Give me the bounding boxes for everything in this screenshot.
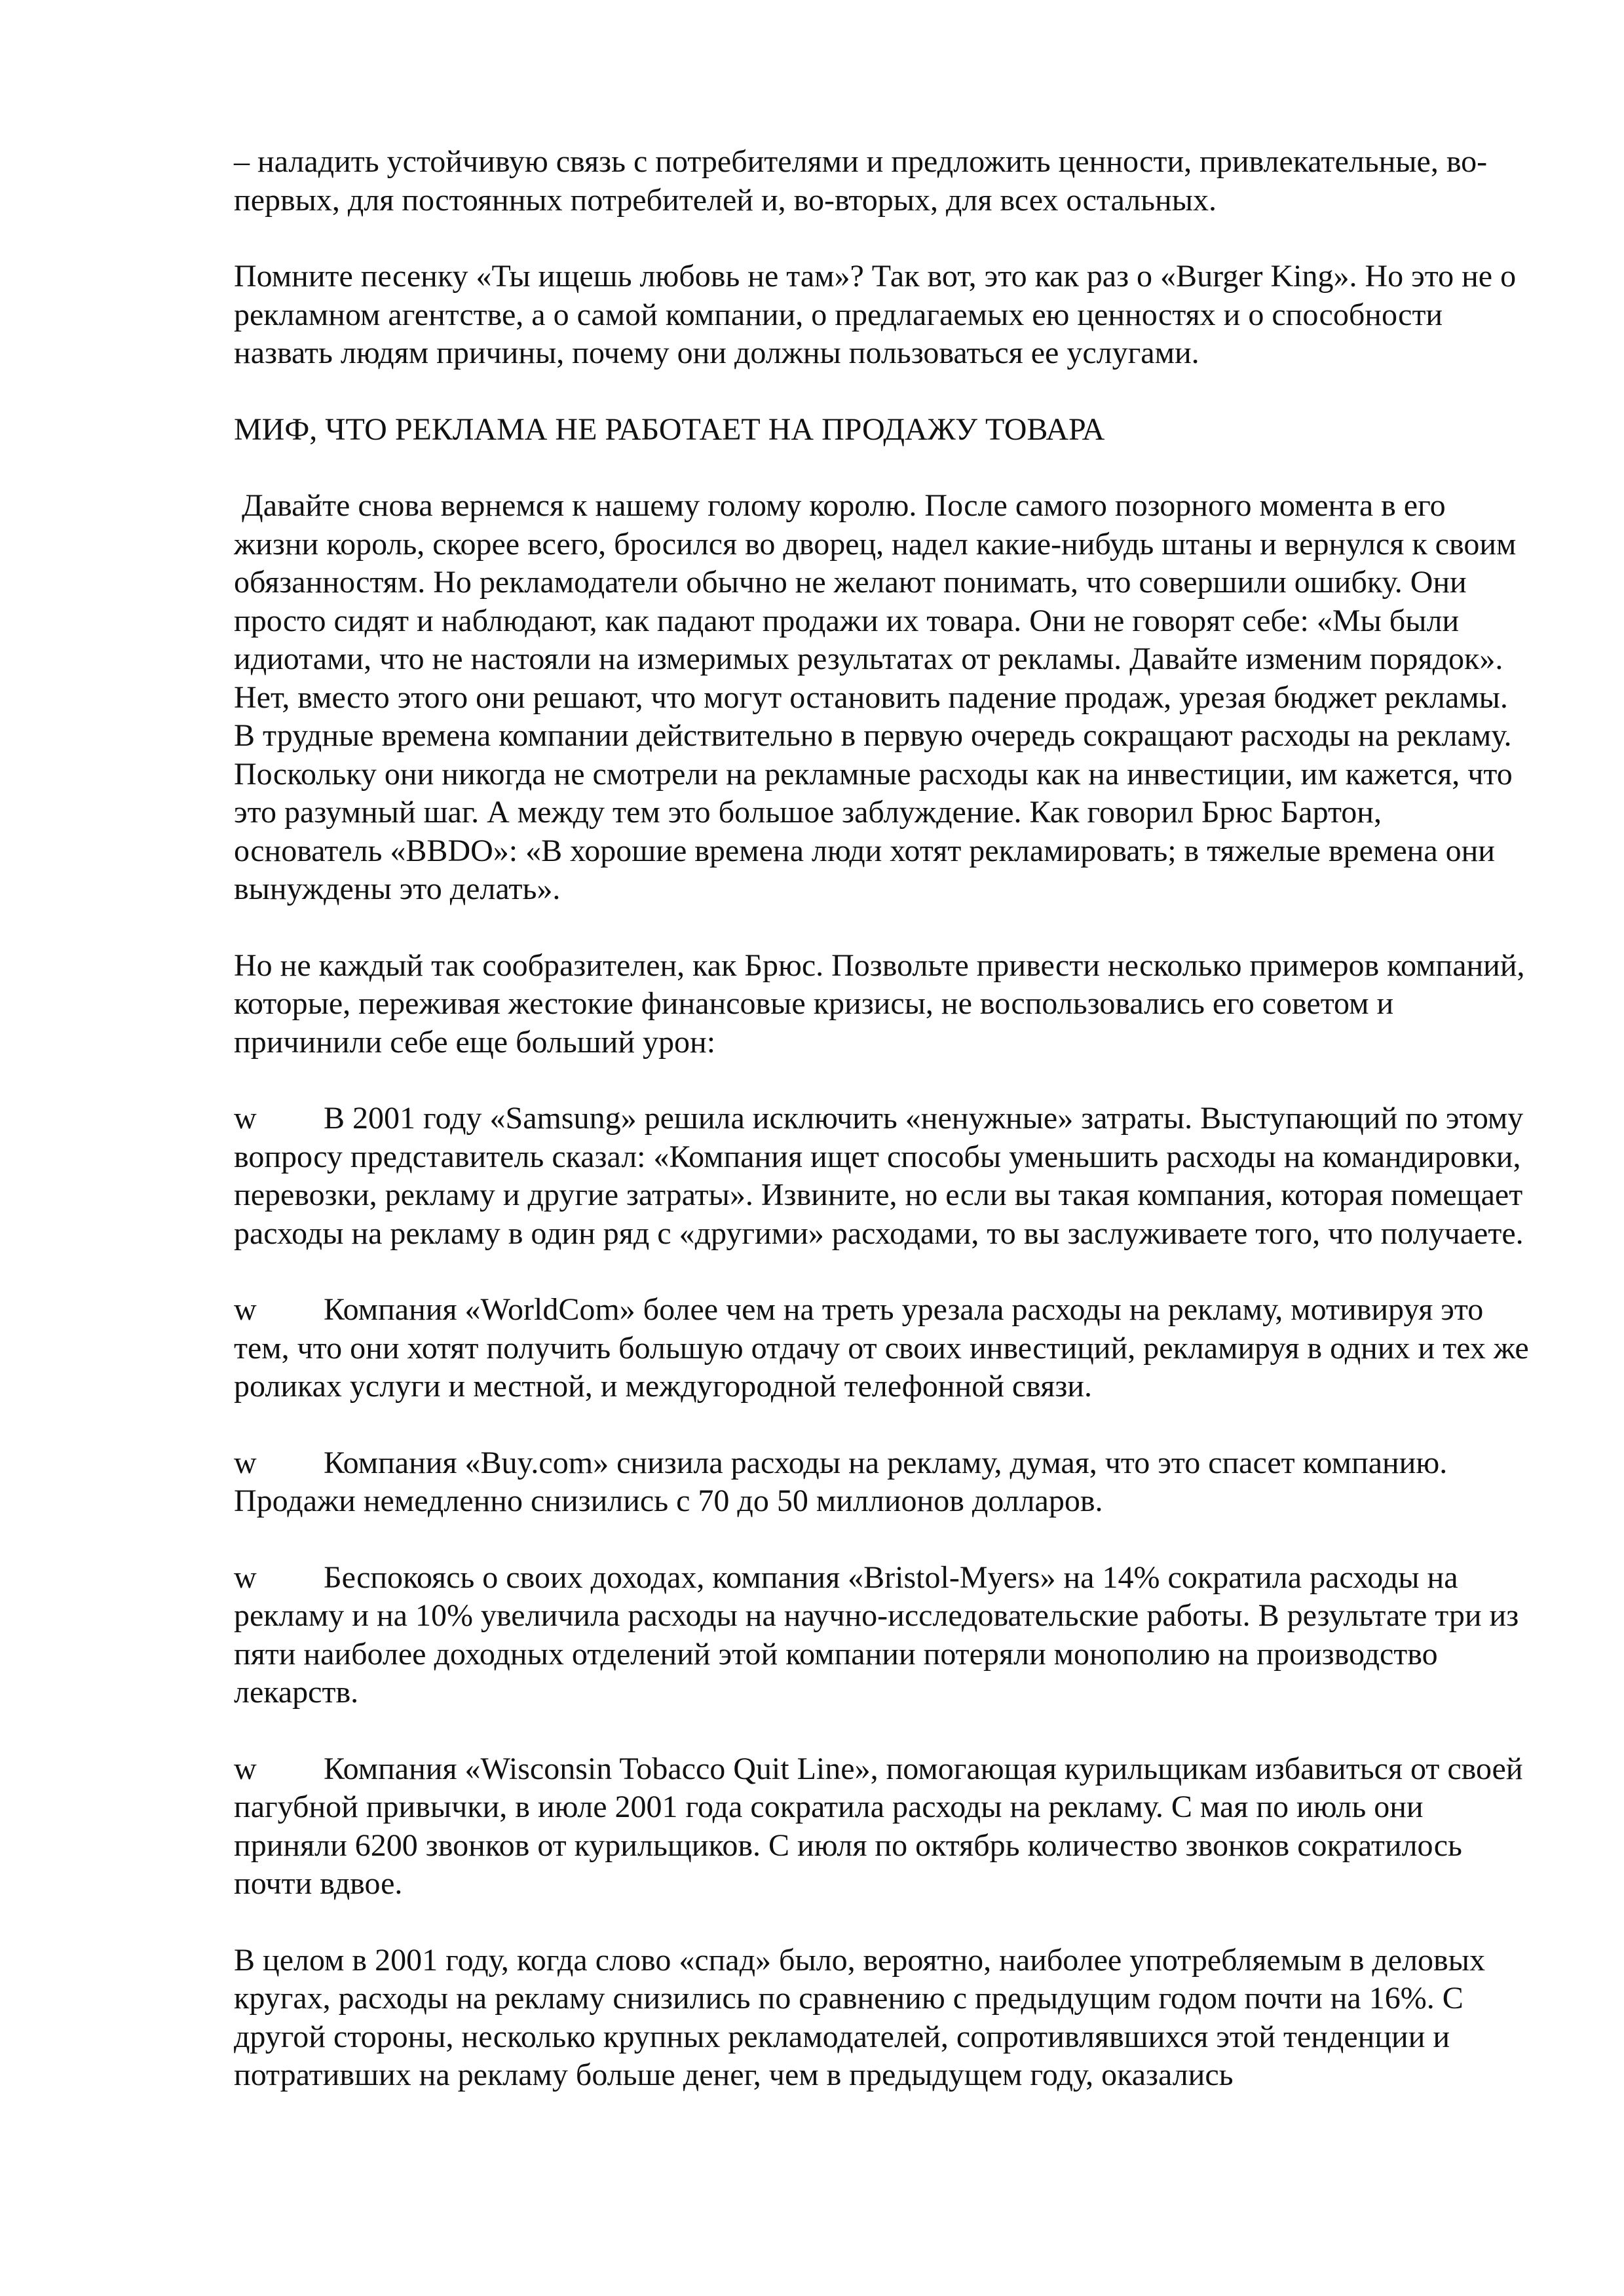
paragraph-bruce: Но не каждый так сообразителен, как Брюс. Позвольте привести несколько примеров компаний, которые, переживая жестокие финансовые кризисы, не воспользовались его советом и причинили себе еще больший урон:	[234, 947, 1525, 1060]
paragraph-final: В целом в 2001 году, когда слово «спад» было, вероятно, наиболее употребляемым в деловых кругах, расходы на рекламу снизились по сравнению с предыдущим годом почти на 16%. С другой стороны, несколько крупных рекламодателей, сопротивлявшихся этой тенденции и потративших на рекламу больше денег, чем в предыдущем году, оказались	[234, 1942, 1485, 2092]
document-body	[234, 143, 1531, 2133]
bullet-item-worldcom	[234, 1291, 1531, 1406]
bullet-text: Компания «Wisconsin Tobacco Quit Line», помогающая курильщикам избавиться от своей пагубной привычки, в июле 2001 года сократила расходы на рекламу. С мая по июль они приняли 6200 звонков от курильщиков. С июля по октябрь количество звонков сократилось почти вдвое.	[234, 1751, 1523, 1901]
bullet-text: Компания «WorldCom» более чем на треть урезала расходы на рекламу, мотивируя это тем, что они хотят получить большую отдачу от своих инвестиций, рекламируя в одних и тех же роликах услуги и местной, и междугородной телефонной связи.	[234, 1292, 1529, 1404]
paragraph-naked-king: Давайте снова вернемся к нашему голому королю. После самого позорного момента в его жизни король, скорее всего, бросился во дворец, надел какие-нибудь штаны и вернулся к своим обязанностям. Но рекламодатели обычно не желают понимать, что совершили ошибку. Они просто сидят и наблюдают, как падают продажи их товара. Они не говорят себе: «Мы были идиотами, что не настояли на измеримых результатах от рекламы. Давайте изменим порядок». Нет, вместо этого они решают, что могут остановить падение продаж, урезая бюджет рекламы. В трудные времена компании действительно в первую очередь сокращают расходы на рекламу. Поскольку они никогда не смотрели на рекламные расходы как на инвестиции, им кажется, что это разумный шаг. А между тем это большое заблуждение. Как говорил Брюс Бартон, основатель «BBDO»: «В хорошие времена люди хотят рекламировать; в тяжелые времена они вынуждены это делать».	[234, 488, 1524, 906]
bullet-item-bristol-myers	[234, 1559, 1531, 1712]
bullet-text: Компания «Buy.com» снизила расходы на рекламу, думая, что это спасет компанию. Продажи немедленно снизились с 70 до 50 миллионов долларов.	[234, 1445, 1448, 1518]
paragraph-burger-king: Помните песенку «Ты ищешь любовь не там»? Так вот, это как раз о «Burger King». Но это не о рекламном агентстве, а о самой компании, о предлагаемых ею ценностях и о способности назвать людям причины, почему они должны пользоваться ее услугами.	[234, 259, 1517, 370]
bullet-item-buycom	[234, 1444, 1531, 1521]
bullet-marker: w	[234, 1445, 257, 1480]
bullet-marker: w	[234, 1559, 257, 1595]
paragraph-intro: – наладить устойчивую связь с потребителями и предложить ценности, привлекательные, во-первых, для постоянных потребителей и, во-вторых, для всех остальных.	[234, 144, 1488, 218]
bullet-marker: w	[234, 1292, 257, 1327]
bullet-item-samsung	[234, 1100, 1531, 1253]
bullet-text: В 2001 году «Samsung» решила исключить «ненужные» затраты. Выступающий по этому вопросу представитель сказал: «Компания ищет способы уменьшить расходы на командировки, перевозки, рекламу и другие затраты». Извините, но если вы такая компания, которая помещает расходы на рекламу в один ряд с «другими» расходами, то вы заслуживаете того, что получаете.	[234, 1101, 1524, 1251]
bullet-marker: w	[234, 1751, 257, 1786]
bullet-item-wisconsin	[234, 1750, 1531, 1904]
bullet-text: Беспокоясь о своих доходах, компания «Bristol-Myers» на 14% сократила расходы на рекламу и на 10% увеличила расходы на научно-исследовательские работы. В результате три из пяти наиболее доходных отделений этой компании потеряли монополию на производство лекарств.	[234, 1559, 1519, 1710]
section-heading: МИФ, ЧТО РЕКЛАМА НЕ РАБОТАЕТ НА ПРОДАЖУ ТОВАРА	[234, 411, 1105, 447]
bullet-marker: w	[234, 1101, 257, 1136]
